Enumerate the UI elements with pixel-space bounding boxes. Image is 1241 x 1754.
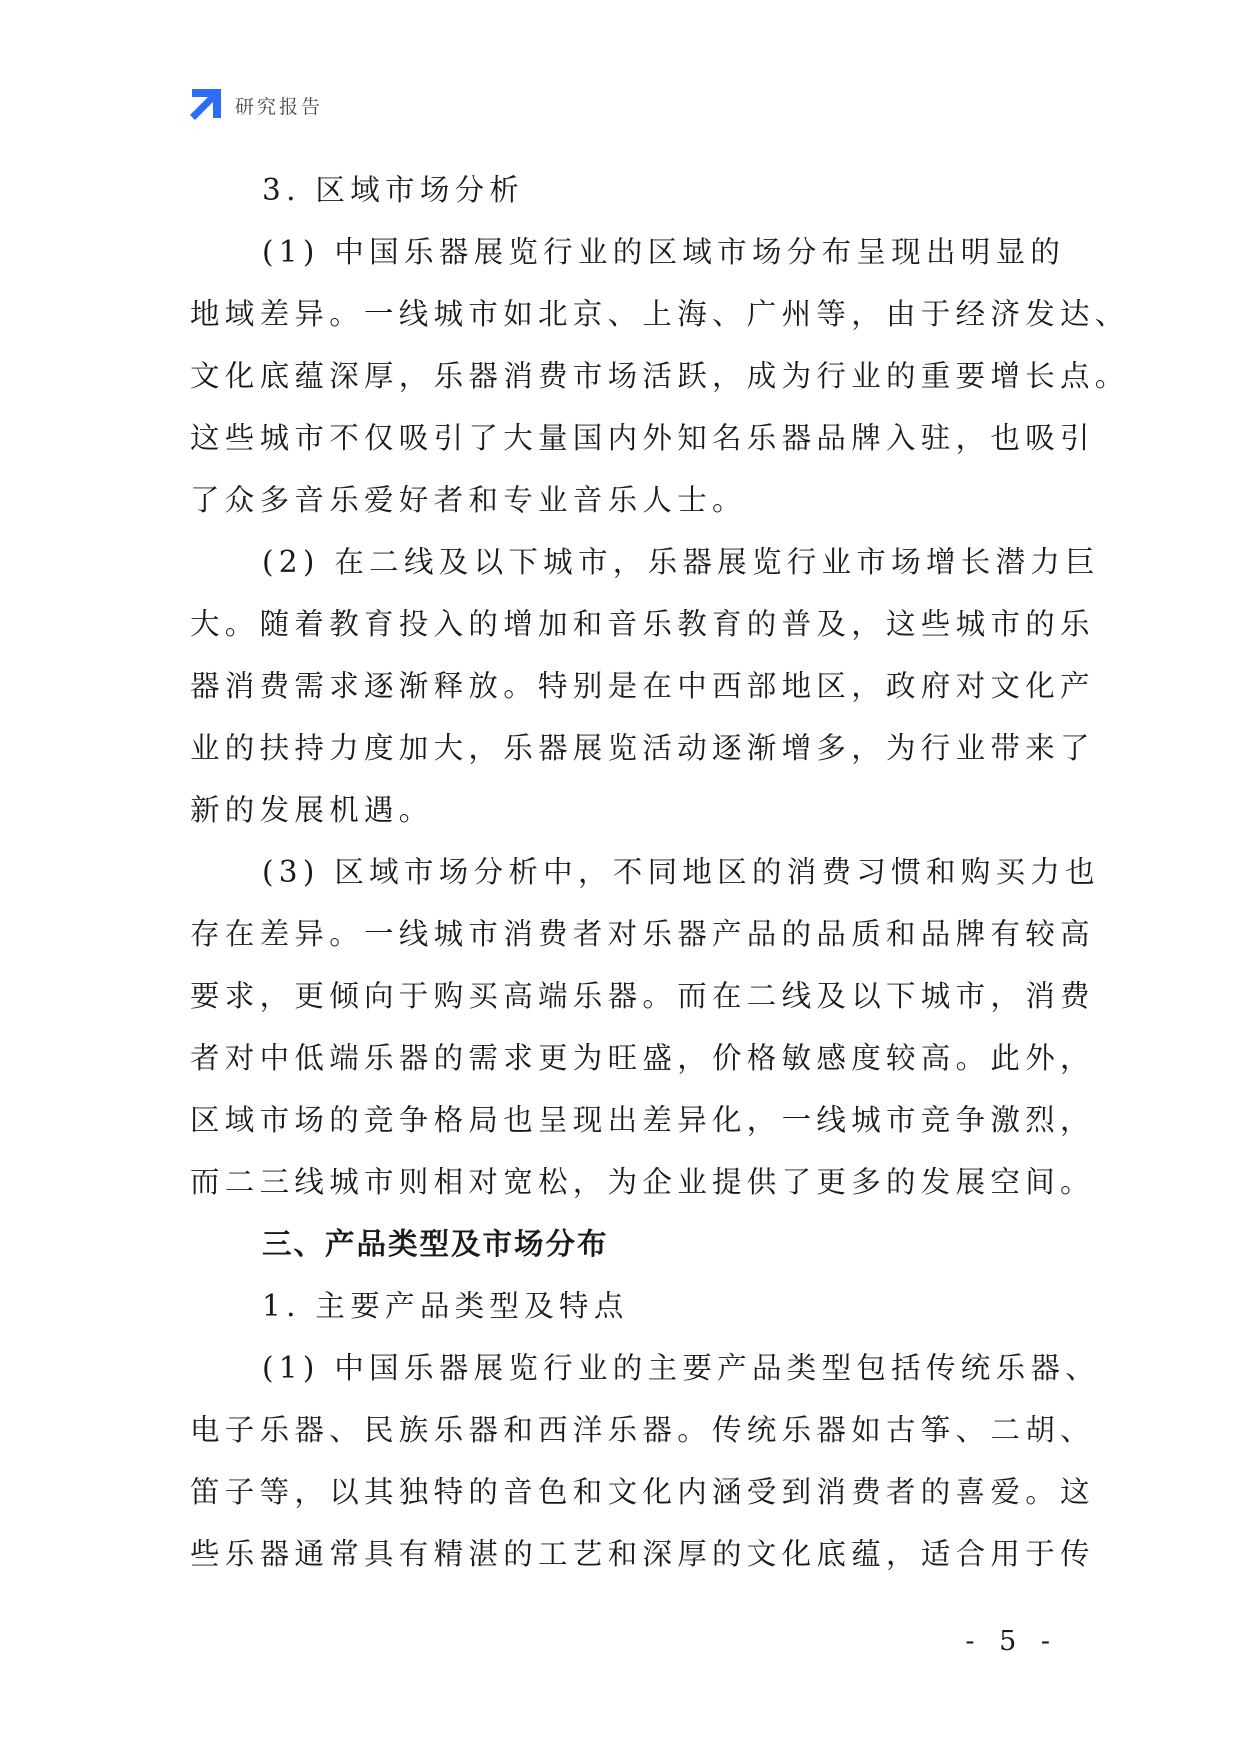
paragraph-2-line: 大。随着教育投入的增加和音乐教育的普及，这些城市的乐 (190, 607, 1095, 641)
arrow-up-right-icon (188, 89, 221, 122)
paragraph-4-line: (1) 中国乐器展览行业的主要产品类型包括传统乐器、 (262, 1351, 1100, 1385)
header-label: 研究报告 (235, 95, 324, 118)
paragraph-4-line: 笛子等，以其独特的音色和文化内涵受到消费者的喜爱。这 (190, 1475, 1095, 1509)
paragraph-3-line: 要求，更倾向于购买高端乐器。而在二线及以下城市，消费 (190, 979, 1095, 1013)
paragraph-1-line: 这些城市不仅吸引了大量国内外知名乐器品牌入驻，也吸引 (190, 421, 1095, 455)
paragraph-3-line: (3) 区域市场分析中，不同地区的消费习惯和购买力也 (262, 855, 1100, 889)
paragraph-4-line: 些乐器通常具有精湛的工艺和深厚的文化底蕴，适合用于传 (190, 1537, 1095, 1571)
paragraph-1-line: 文化底蕴深厚，乐器消费市场活跃，成为行业的重要增长点。 (190, 359, 1130, 393)
paragraph-1-line: (1) 中国乐器展览行业的区域市场分布呈现出明显的 (262, 235, 1066, 269)
page-number: - 5 - (965, 1626, 1058, 1657)
document-body (190, 159, 1130, 1585)
section-heading-3: 3. 区域市场分析 (262, 173, 525, 207)
paragraph-3-line: 存在差异。一线城市消费者对乐器产品的品质和品牌有较高 (190, 917, 1095, 951)
paragraph-1-line: 地域差异。一线城市如北京、上海、广州等，由于经济发达、 (190, 297, 1130, 331)
paragraph-3-line: 而二三线城市则相对宽松，为企业提供了更多的发展空间。 (190, 1165, 1095, 1199)
paragraph-2-line: (2) 在二线及以下城市，乐器展览行业市场增长潜力巨 (262, 545, 1100, 579)
paragraph-3-line: 者对中低端乐器的需求更为旺盛，价格敏感度较高。此外， (190, 1041, 1095, 1075)
paragraph-2-line: 器消费需求逐渐释放。特别是在中西部地区，政府对文化产 (190, 669, 1095, 703)
chapter-heading: 三、产品类型及市场分布 (262, 1227, 609, 1261)
paragraph-4-line: 电子乐器、民族乐器和西洋乐器。传统乐器如古筝、二胡、 (190, 1413, 1095, 1447)
paragraph-2-line: 新的发展机遇。 (190, 793, 434, 827)
paragraph-1-line: 了众多音乐爱好者和专业音乐人士。 (190, 483, 747, 517)
paragraph-2-line: 业的扶持力度加大，乐器展览活动逐渐增多，为行业带来了 (190, 731, 1095, 765)
document-header (188, 88, 323, 122)
paragraph-3-line: 区域市场的竞争格局也呈现出差异化，一线城市竞争激烈， (190, 1103, 1095, 1137)
subsection-heading-1: 1. 主要产品类型及特点 (262, 1289, 629, 1323)
